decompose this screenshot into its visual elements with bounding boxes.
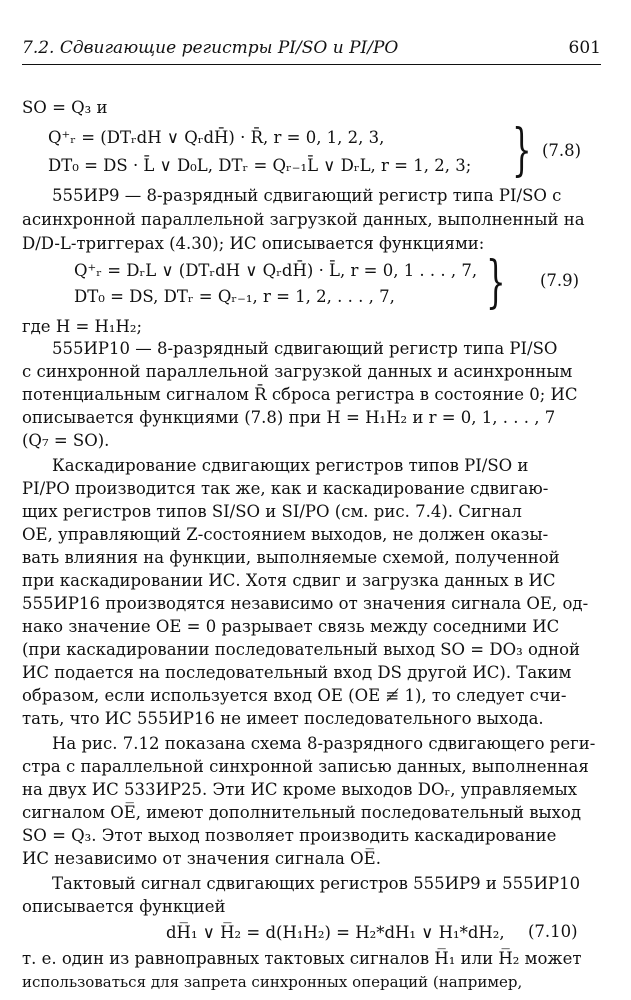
equation-line: Q⁺ᵣ = (DTᵣdH ∨ QᵣdH̄) · R̄, r = 0, 1, 2, 3, [48, 128, 385, 147]
right-brace-icon: } [486, 250, 506, 315]
equation-number: (7.8) [542, 141, 582, 160]
text-line: D/D-L-триггерах (4.30); ИС описывается функциями: [22, 234, 485, 253]
text-line: SO = Q₃ и [22, 98, 108, 117]
text-line: тать, что ИС 555ИР16 не имеет последовательного выхода. [22, 709, 544, 728]
right-brace-icon: } [512, 118, 532, 183]
text-line: ИС подается на последовательный вход DS другой ИС). Таким [22, 663, 572, 682]
text-line: с синхронной параллельной загрузкой данных и асинхронным [22, 362, 573, 381]
text-line: 555ИР9 — 8-разрядный сдвигающий регистр типа PI/SO с [52, 186, 562, 205]
text-line: (при каскадировании последовательный выход SO = DO₃ одной [22, 640, 581, 659]
text-line: Каскадирование сдвигающих регистров типов PI/SO и [52, 456, 529, 475]
text-line: вать влияния на функции, выполняемые схемой, полученной [22, 548, 560, 567]
text-line: нако значение OE = 0 разрывает связь между соседними ИС [22, 617, 560, 636]
text-line: PI/PO производится так же, как и каскадирование сдвигаю- [22, 479, 549, 498]
text-line: ИС независимо от значения сигнала OE̅. [22, 849, 381, 868]
text-line: SO = Q₃. Этот выход позволяет производить каскадирование [22, 826, 557, 845]
text-line: т. е. один из равноправных тактовых сигналов H̅₁ или H̅₂ может [22, 949, 582, 968]
text-line: стра с параллельной синхронной записью данных, выполненная [22, 757, 589, 776]
text-line: (Q₇ = SO). [22, 431, 110, 450]
equation-line: DT₀ = DS · L̄ ∨ D₀L, DTᵣ = Qᵣ₋₁L̄ ∨ DᵣL, r = 1, 2, 3; [48, 156, 472, 175]
equation-number: (7.9) [540, 271, 580, 290]
text-line: образом, если используется вход OE (OE ≢ 1), то следует счи- [22, 686, 567, 705]
page-number: 601 [568, 38, 601, 58]
equation-line: DT₀ = DS, DTᵣ = Qᵣ₋₁, r = 1, 2, . . . , 7, [74, 287, 395, 306]
text-line: На рис. 7.12 показана схема 8-разрядного сдвигающего реги- [52, 734, 596, 753]
header-title: 7.2. Сдвигающие регистры PI/SO и PI/PO [22, 38, 399, 58]
text-line: сигналом OE̅, имеют дополнительный последовательный выход [22, 803, 582, 822]
equation-line: Q⁺ᵣ = DᵣL ∨ (DTᵣdH ∨ QᵣdH̄) · L̄, r = 0, 1 . . . , 7, [74, 261, 478, 280]
equation-number: (7.10) [528, 922, 578, 941]
page-header [22, 34, 601, 65]
text-line: где H = H₁H₂; [22, 317, 143, 336]
text-line: при каскадировании ИС. Хотя сдвиг и загрузка данных в ИС [22, 571, 556, 590]
text-line: щих регистров типов SI/SO и SI/PO (см. рис. 7.4). Сигнал [22, 502, 522, 521]
text-line: использоваться для запрета синхронных операций (например, [22, 973, 523, 991]
text-line: OE, управляющий Z-состоянием выходов, не должен оказы- [22, 525, 549, 544]
text-line: Тактовый сигнал сдвигающих регистров 555ИР9 и 555ИР10 [52, 874, 581, 893]
text-line: 555ИР10 — 8-разрядный сдвигающий регистр типа PI/SO [52, 339, 558, 358]
text-line: на двух ИС 533ИР25. Эти ИС кроме выходов DOᵣ, управляемых [22, 780, 578, 799]
text-line: описывается функцией [22, 897, 226, 916]
equation-line: dH̅₁ ∨ H̅₂ = d(H₁H₂) = H₂*dH₁ ∨ H₁*dH₂, [166, 923, 505, 942]
text-line: описывается функциями (7.8) при H = H₁H₂ и r = 0, 1, . . . , 7 [22, 408, 556, 427]
text-line: 555ИР16 производятся независимо от значения сигнала OE, од- [22, 594, 589, 613]
text-line: потенциальным сигналом R̄ сброса регистра в состояние 0; ИС [22, 385, 578, 404]
text-line: асинхронной параллельной загрузкой данных, выполненный на [22, 210, 585, 229]
